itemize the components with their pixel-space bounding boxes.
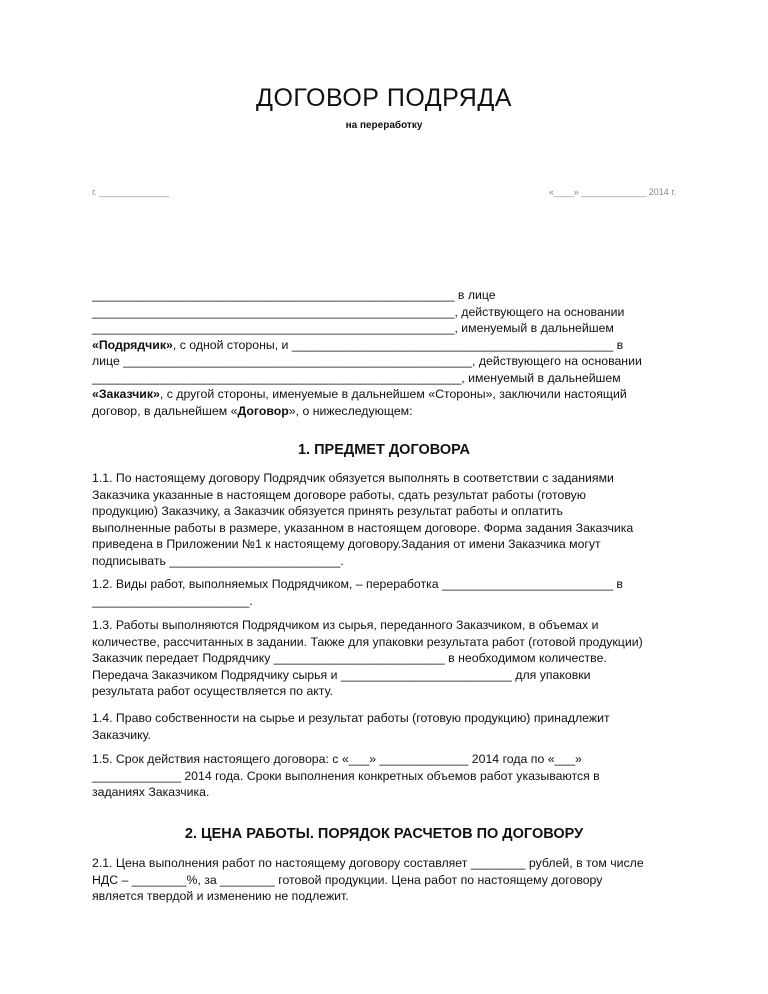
clause-1-2: 1.2. Виды работ, выполняемых Подрядчиком, – переработка _________________________ в _______________________. (92, 577, 623, 608)
preamble-line: «Заказчик», с другой стороны, именуемые в дальнейшем «Стороны», заключили настоящий (92, 387, 627, 401)
preamble-line: _____________________________________________________, действующего на основании (92, 304, 625, 319)
date-field: «____» _____________ 2014 г. (548, 187, 676, 197)
customer-term: «Заказчик» (92, 387, 160, 401)
document-subtitle: на переработку (345, 120, 423, 131)
preamble-line: _____________________________________________________ в лице (92, 288, 496, 302)
clause-1-4: 1.4. Право собственности на сырье и результат работы (готовую продукцию) принадлежит Заказчику. (92, 711, 610, 742)
contractor-term: «Подрядчик» (92, 337, 173, 352)
document-title: ДОГОВОР ПОДРЯДА (256, 84, 512, 112)
section-1-heading: 1. ПРЕДМЕТ ДОГОВОРА (297, 442, 471, 458)
clause-1-1: 1.1. По настоящему договору Подрядчик обязуется выполнять в соответствии с заданиями Заказчика указанные в настоящем договоре работы, сдать результат работы (готовую продукцию) Заказчику, а Заказчик обязуется принять результат работы и оплатить выполненные работы в размере, указанном в настоящем договоре. Форма задания Заказчика приведена в Приложении №1 к настоящему договору.Задания от имени Заказчика могут подписывать _________________________. (92, 471, 634, 568)
preamble-line: ______________________________________________________, именуемый в дальнейшем (92, 370, 621, 385)
preamble-line: _____________________________________________________, именуемый в дальнейшем (92, 321, 614, 335)
contract-term: Договор (237, 403, 289, 418)
section-2-heading: 2. ЦЕНА РАБОТЫ. ПОРЯДОК РАСЧЕТОВ ПО ДОГОВОРУ (184, 826, 584, 842)
place-field: г. ______________ (92, 187, 170, 197)
preamble-line: «Подрядчик», с одной стороны, и _______________________________________________ в (92, 337, 624, 352)
clause-1-5: 1.5. Срок действия настоящего договора: с «___» _____________ 2014 года по «___» _____________ 2014 года. Сроки выполнения конкретных объемов работ указываются в заданиях Заказчика. (92, 752, 600, 799)
clause-2-1: 2.1. Цена выполнения работ по настоящему договору составляет ________ рублей, в том числе НДС – ________%, за ________ готовой продукции. Цена работ по настоящему договору является твердой и изменению не подлежит. (92, 856, 644, 903)
clause-1-3: 1.3. Работы выполняются Подрядчиком из сырья, переданного Заказчиком, в объемах и количестве, рассчитанных в задании. Также для упаковки результата работ (готовой продукции) Заказчик передает Подрядчику _________________________ в необходимом количестве. Передача Заказчиком Подрядчику сырья и _________________________ для упаковки результата работ осуществляется по акту. (92, 618, 643, 698)
preamble-line: лице ___________________________________________________, действующего на основании (92, 354, 642, 368)
preamble (92, 287, 676, 419)
preamble-line: договор, в дальнейшем «Договор», о нижеследующем: (92, 403, 413, 418)
